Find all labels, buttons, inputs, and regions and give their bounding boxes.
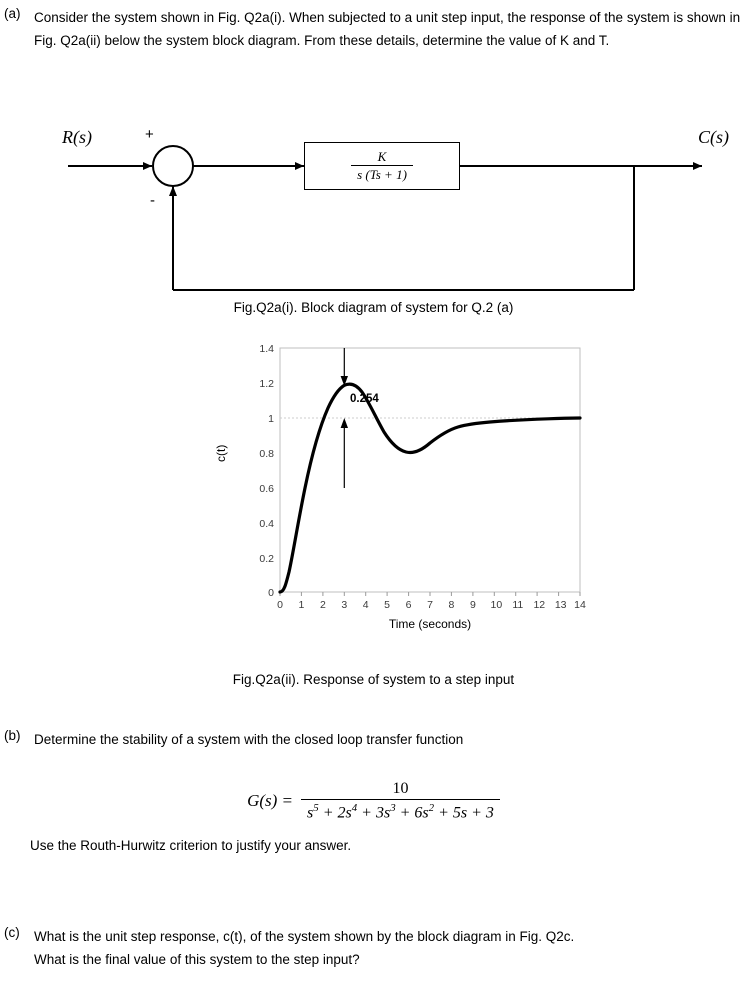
- question-a: [4, 6, 742, 52]
- chart-y-axis-label: c(t): [214, 444, 228, 462]
- question-a-text: Consider the system shown in Fig. Q2a(i). When subjected to a unit step input, the response of the system is shown in Fig. Q2a(ii) below the system block diagram. From these details, determine the value of K and T.: [34, 10, 741, 49]
- question-c: [4, 925, 742, 971]
- svg-text:0.2: 0.2: [259, 553, 274, 565]
- svg-text:0.6: 0.6: [259, 483, 274, 495]
- step-response-chart: [228, 340, 588, 660]
- svg-text:8: 8: [448, 599, 455, 611]
- figure-caption-q2a-ii: Fig.Q2a(ii). Response of system to a step input: [232, 672, 515, 687]
- equation-numerator: 10: [392, 780, 409, 797]
- transfer-function-numerator: K: [377, 148, 387, 164]
- question-c-line2: What is the final value of this system to the step input?: [34, 952, 360, 968]
- svg-text:3: 3: [341, 599, 348, 611]
- svg-text:0: 0: [277, 599, 283, 611]
- question-c-label: (c): [4, 925, 20, 940]
- input-signal-label: R(s): [62, 127, 92, 147]
- question-b: [4, 728, 742, 751]
- svg-text:10: 10: [490, 599, 503, 611]
- svg-text:12: 12: [533, 599, 546, 611]
- svg-text:13: 13: [554, 599, 567, 611]
- figure-caption-q2a-i: Fig.Q2a(i). Block diagram of system for Q.2 (a): [233, 300, 514, 315]
- svg-text:Time (seconds): Time (seconds): [388, 617, 472, 631]
- svg-text:5: 5: [384, 599, 391, 611]
- question-b-text: Determine the stability of a system with the closed loop transfer function: [34, 732, 464, 747]
- svg-text:4: 4: [362, 599, 369, 611]
- question-b-label: (b): [4, 728, 21, 743]
- summing-minus-sign: -: [150, 192, 155, 209]
- svg-text:2: 2: [319, 599, 326, 611]
- svg-text:1: 1: [268, 413, 274, 425]
- svg-text:0.8: 0.8: [259, 448, 274, 460]
- summing-plus-sign: +: [145, 126, 154, 143]
- question-b-note: Use the Routh-Hurwitz criterion to justify your answer.: [30, 838, 352, 853]
- svg-text:7: 7: [427, 599, 433, 611]
- svg-text:6: 6: [405, 599, 412, 611]
- svg-text:0.254: 0.254: [350, 393, 379, 405]
- equation-fraction: [301, 780, 500, 823]
- transfer-function-denominator: s (Ts + 1): [357, 167, 407, 182]
- question-a-label: (a): [4, 6, 21, 21]
- transfer-function-block: [304, 142, 460, 190]
- question-c-line1: What is the unit step response, c(t), of the system shown by the block diagram in Fig. Q2c.: [34, 929, 575, 944]
- equation-gs: [0, 780, 747, 823]
- svg-text:14: 14: [574, 599, 586, 611]
- svg-text:0.4: 0.4: [259, 518, 274, 530]
- svg-text:9: 9: [469, 599, 476, 611]
- output-signal-label: C(s): [698, 127, 729, 147]
- svg-text:11: 11: [512, 599, 524, 611]
- svg-text:0: 0: [268, 587, 274, 599]
- svg-text:1: 1: [298, 599, 305, 611]
- svg-text:1.4: 1.4: [259, 343, 274, 355]
- svg-text:1.2: 1.2: [259, 378, 274, 390]
- equation-lhs: G(s) =: [247, 791, 294, 811]
- equation-denominator: $s^5 + 2s^4 + 3s^3 + 6s^2 + 5s + 3$: [307, 802, 494, 822]
